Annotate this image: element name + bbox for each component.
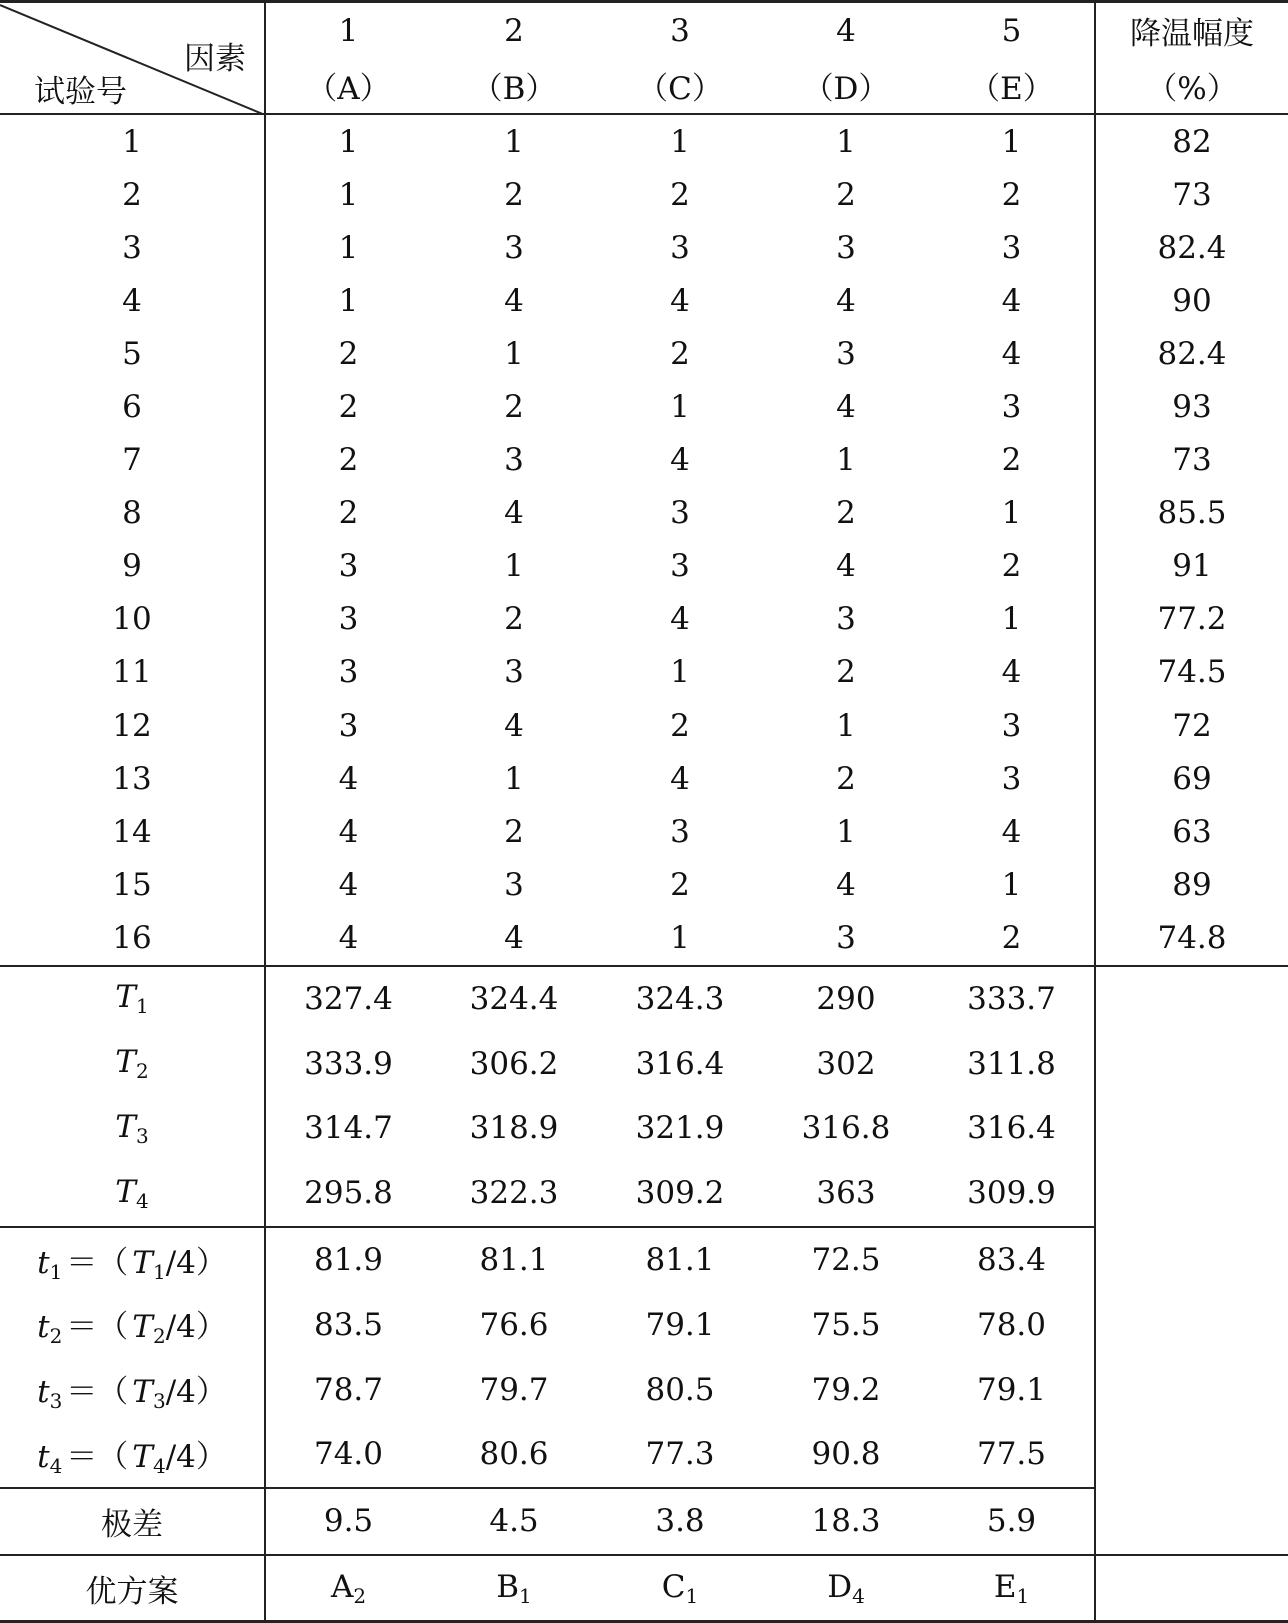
- table-row: [0, 540, 1288, 593]
- T-sum-cell: 309.2: [635, 1175, 725, 1212]
- result-cell: 63: [1095, 805, 1288, 858]
- level-cell: 3: [504, 229, 524, 266]
- trial-number-cell: 4: [122, 282, 142, 319]
- factor-col-letter: （B）: [431, 58, 597, 114]
- T-sum-cell: 363: [816, 1175, 876, 1212]
- T-sum-label: [0, 1096, 265, 1161]
- t-T-symbol: T: [132, 1244, 153, 1281]
- t-mean-row: [0, 1292, 1288, 1357]
- empty-result-cell: [1095, 1031, 1288, 1096]
- t-mean-cell: 78.7: [265, 1357, 431, 1422]
- level-cell: 1: [504, 548, 524, 585]
- t-mean-cell: 83.5: [265, 1292, 431, 1357]
- t-tail: /4）: [165, 1438, 227, 1475]
- optimal-level-cell: [763, 1555, 929, 1622]
- level-cell: 3: [265, 593, 431, 646]
- level-cell: 2: [504, 176, 524, 213]
- result-cell: 74.8: [1095, 911, 1288, 965]
- t-symbol: t: [37, 1438, 50, 1475]
- t-T-subscript: 1: [152, 1259, 166, 1284]
- optimal-level: 1: [685, 1583, 699, 1608]
- t-mean-cell: 90.8: [811, 1436, 881, 1473]
- T-sum-row: [0, 1031, 1288, 1096]
- level-cell: 4: [670, 442, 690, 479]
- optimal-factor: D: [827, 1568, 853, 1605]
- t-T-symbol: T: [132, 1438, 153, 1475]
- t-tail: /4）: [165, 1244, 227, 1281]
- level-cell: 3: [265, 540, 431, 593]
- level-cell: 3: [836, 601, 856, 638]
- level-cell: 4: [265, 805, 431, 858]
- empty-result-cell: [1095, 1227, 1288, 1293]
- optimal-factor: B: [496, 1568, 520, 1605]
- header-row: [0, 2, 1288, 59]
- t-mean-label: [0, 1422, 265, 1488]
- level-cell: 1: [265, 114, 431, 168]
- T-sum-cell: 322.3: [469, 1175, 559, 1212]
- T-sum-cell: 295.8: [265, 1161, 431, 1227]
- level-cell: 2: [670, 707, 690, 744]
- result-cell: 72: [1095, 699, 1288, 752]
- result-header-label: 降温幅度: [1095, 2, 1288, 59]
- result-cell: 91: [1095, 540, 1288, 593]
- optimal-level-cell: [431, 1555, 597, 1622]
- factor-col-letter: （D）: [763, 58, 929, 114]
- optimal-factor: E: [993, 1568, 1017, 1605]
- t-mean-cell: 81.1: [431, 1227, 597, 1293]
- level-cell: 4: [265, 911, 431, 965]
- level-cell: 1: [1001, 123, 1022, 160]
- optimal-level: 4: [852, 1583, 865, 1608]
- t-mean-row: [0, 1357, 1288, 1422]
- level-cell: 2: [1001, 919, 1022, 956]
- level-cell: 3: [670, 229, 690, 266]
- result-cell: 89: [1095, 858, 1288, 911]
- t-mean-row: [0, 1422, 1288, 1488]
- level-cell: 2: [265, 380, 431, 433]
- level-cell: 3: [265, 699, 431, 752]
- t-mean-cell: 77.3: [645, 1436, 715, 1473]
- factor-col-letter: （A）: [265, 58, 431, 114]
- level-cell: 3: [1001, 229, 1022, 266]
- T-sum-cell: 290: [763, 966, 929, 1032]
- T-symbol: T: [115, 1044, 136, 1081]
- level-cell: 4: [836, 282, 856, 319]
- factor-label: 因素: [184, 41, 246, 77]
- level-cell: 4: [504, 919, 524, 956]
- level-cell: 3: [265, 646, 431, 699]
- T-subscript: 4: [135, 1188, 149, 1213]
- factor-col-letter: （E）: [929, 58, 1095, 114]
- result-header-unit: （%）: [1095, 58, 1288, 114]
- level-cell: 4: [670, 601, 690, 638]
- range-cell: 3.8: [597, 1488, 763, 1555]
- level-cell: 4: [265, 858, 431, 911]
- level-cell: 1: [836, 123, 856, 160]
- level-cell: 4: [836, 866, 856, 903]
- level-cell: 3: [1001, 760, 1022, 797]
- T-sum-label: [0, 966, 265, 1032]
- T-symbol: T: [115, 1108, 136, 1145]
- t-subscript: 4: [49, 1453, 63, 1478]
- level-cell: 3: [1001, 389, 1022, 426]
- trial-number-cell: 11: [112, 654, 152, 691]
- T-rows: [0, 966, 1288, 1227]
- level-cell: 1: [836, 813, 856, 850]
- level-cell: 2: [265, 327, 431, 380]
- result-cell: 82: [1095, 114, 1288, 168]
- level-cell: 4: [504, 282, 524, 319]
- result-cell: 73: [1095, 434, 1288, 487]
- level-cell: 3: [504, 654, 524, 691]
- level-cell: 4: [1001, 282, 1022, 319]
- factor-col-num: 3: [597, 2, 763, 59]
- t-mean-cell: 79.2: [811, 1371, 881, 1408]
- T-symbol: T: [115, 1173, 136, 1210]
- T-sum-cell: 302: [816, 1045, 876, 1082]
- level-cell: 4: [1001, 654, 1022, 691]
- factor-col-num: 4: [763, 2, 929, 59]
- optimal-factor: A: [330, 1568, 354, 1605]
- range-cell: 5.9: [929, 1488, 1095, 1555]
- range-label: 极差: [0, 1488, 265, 1555]
- T-sum-cell: 324.4: [431, 966, 597, 1032]
- level-cell: 2: [504, 601, 524, 638]
- level-cell: 2: [1001, 442, 1022, 479]
- t-equals: ＝（: [66, 1374, 129, 1411]
- t-T-subscript: 3: [152, 1389, 166, 1414]
- range-row: [0, 1488, 1288, 1555]
- level-cell: 1: [670, 389, 690, 426]
- table-row: [0, 380, 1288, 433]
- level-cell: 1: [504, 123, 524, 160]
- level-cell: 4: [670, 760, 690, 797]
- optimal-row: [0, 1555, 1288, 1622]
- trial-number-cell: 2: [122, 176, 142, 213]
- t-T-symbol: T: [132, 1309, 153, 1346]
- t-subscript: 2: [49, 1324, 63, 1349]
- result-cell: 77.2: [1095, 593, 1288, 646]
- T-sum-label: [0, 1161, 265, 1227]
- empty-result-cell: [1095, 1422, 1288, 1488]
- T-sum-cell: 324.3: [597, 966, 763, 1032]
- trial-number-cell: 5: [122, 335, 142, 372]
- table-row: [0, 911, 1288, 965]
- table-row: [0, 221, 1288, 274]
- empty-result-cell: [1095, 1292, 1288, 1357]
- level-cell: 3: [504, 442, 524, 479]
- table-row: [0, 487, 1288, 540]
- level-cell: 2: [504, 389, 524, 426]
- optimal-label: 优方案: [0, 1555, 265, 1622]
- t-symbol: t: [37, 1374, 50, 1411]
- level-cell: 1: [265, 221, 431, 274]
- empty-result-cell: [1095, 1488, 1288, 1555]
- t-mean-cell: 74.0: [265, 1422, 431, 1488]
- t-subscript: 3: [49, 1389, 63, 1414]
- optimal-level-cell: [597, 1555, 763, 1622]
- result-cell: 90: [1095, 274, 1288, 327]
- level-cell: 2: [504, 813, 524, 850]
- level-cell: 4: [670, 282, 690, 319]
- T-subscript: 2: [135, 1059, 149, 1084]
- t-mean-cell: 78.0: [976, 1306, 1047, 1343]
- T-sum-cell: 306.2: [469, 1045, 559, 1082]
- level-cell: 1: [836, 707, 856, 744]
- level-cell: 3: [836, 335, 856, 372]
- level-cell: 1: [670, 123, 690, 160]
- T-sum-cell: 333.9: [265, 1031, 431, 1096]
- result-cell: 85.5: [1095, 487, 1288, 540]
- level-cell: 3: [670, 495, 690, 532]
- table-row: [0, 752, 1288, 805]
- trial-number-cell: 6: [122, 389, 142, 426]
- T-sum-cell: 327.4: [265, 966, 431, 1032]
- level-cell: 2: [836, 495, 856, 532]
- table-row: [0, 699, 1288, 752]
- level-cell: 4: [265, 752, 431, 805]
- t-mean-label: [0, 1292, 265, 1357]
- t-rows: [0, 1227, 1288, 1488]
- trial-number-cell: 10: [112, 601, 152, 638]
- table-row: [0, 274, 1288, 327]
- t-mean-cell: 80.5: [645, 1371, 715, 1408]
- level-cell: 2: [670, 176, 690, 213]
- level-cell: 2: [836, 760, 856, 797]
- table-row: [0, 805, 1288, 858]
- T-symbol: T: [115, 979, 136, 1016]
- T-sum-row: [0, 1096, 1288, 1161]
- data-rows: [0, 114, 1288, 966]
- range-cell: 18.3: [763, 1488, 929, 1555]
- level-cell: 3: [836, 919, 856, 956]
- level-cell: 3: [670, 548, 690, 585]
- t-tail: /4）: [165, 1309, 227, 1346]
- t-equals: ＝（: [66, 1244, 129, 1281]
- trial-number-cell: 7: [122, 442, 142, 479]
- level-cell: 1: [670, 654, 690, 691]
- t-subscript: 1: [49, 1259, 63, 1284]
- trial-number-cell: 13: [112, 760, 152, 797]
- level-cell: 4: [836, 548, 856, 585]
- t-mean-cell: 79.7: [479, 1371, 549, 1408]
- T-sum-cell: 333.7: [929, 966, 1095, 1032]
- t-T-subscript: 2: [152, 1324, 166, 1349]
- table-row: [0, 114, 1288, 168]
- T-sum-cell: 318.9: [469, 1110, 559, 1147]
- level-cell: 4: [504, 707, 524, 744]
- level-cell: 4: [1001, 813, 1022, 850]
- t-equals: ＝（: [66, 1438, 129, 1475]
- trial-number-cell: 8: [122, 495, 142, 532]
- level-cell: 1: [836, 442, 856, 479]
- optimal-level: 1: [1016, 1583, 1030, 1608]
- empty-result-cell: [1095, 1357, 1288, 1422]
- factor-col-letter: （C）: [597, 58, 763, 114]
- T-sum-label: [0, 1031, 265, 1096]
- result-cell: 82.4: [1095, 221, 1288, 274]
- t-mean-label: [0, 1227, 265, 1293]
- empty-result-cell: [1095, 966, 1288, 1032]
- trial-number-cell: 3: [122, 229, 142, 266]
- table-row: [0, 858, 1288, 911]
- t-mean-cell: 79.1: [976, 1371, 1047, 1408]
- T-sum-row: [0, 966, 1288, 1032]
- level-cell: 3: [504, 866, 524, 903]
- level-cell: 2: [265, 434, 431, 487]
- t-T-symbol: T: [132, 1374, 153, 1411]
- trial-number-cell: 15: [112, 866, 152, 903]
- t-mean-cell: 75.5: [811, 1306, 881, 1343]
- table-row: [0, 646, 1288, 699]
- table-row: [0, 593, 1288, 646]
- level-cell: 4: [504, 495, 524, 532]
- range-cell: 4.5: [431, 1488, 597, 1555]
- level-cell: 2: [670, 335, 690, 372]
- result-cell: 74.5: [1095, 646, 1288, 699]
- level-cell: 3: [1001, 707, 1022, 744]
- optimal-level: 2: [353, 1583, 367, 1608]
- empty-result-cell: [1095, 1096, 1288, 1161]
- T-sum-cell: 316.4: [967, 1110, 1056, 1147]
- level-cell: 1: [265, 274, 431, 327]
- trial-number-cell: 14: [112, 813, 152, 850]
- T-sum-cell: 321.9: [635, 1110, 725, 1147]
- trial-number-cell: 9: [122, 548, 142, 585]
- factor-col-num: 1: [265, 2, 431, 59]
- t-mean-cell: 76.6: [479, 1306, 549, 1343]
- T-sum-cell: 309.9: [967, 1175, 1056, 1212]
- result-cell: 93: [1095, 380, 1288, 433]
- optimal-factor: C: [661, 1568, 686, 1605]
- T-sum-cell: 314.7: [265, 1096, 431, 1161]
- table-row: [0, 327, 1288, 380]
- t-tail: /4）: [165, 1374, 227, 1411]
- t-mean-cell: 72.5: [763, 1227, 929, 1293]
- trial-number-cell: 12: [112, 707, 152, 744]
- level-cell: 2: [836, 176, 856, 213]
- level-cell: 3: [670, 813, 690, 850]
- trial-number-cell: 16: [112, 919, 152, 956]
- trial-number-cell: 1: [122, 123, 142, 160]
- level-cell: 1: [670, 919, 690, 956]
- summary-rows: [0, 1488, 1288, 1622]
- result-cell: 73: [1095, 168, 1288, 221]
- T-sum-cell: 316.8: [801, 1110, 891, 1147]
- t-mean-label: [0, 1357, 265, 1422]
- factor-col-num: 5: [929, 2, 1095, 59]
- t-T-subscript: 4: [152, 1453, 166, 1478]
- optimal-level-cell: [265, 1555, 431, 1622]
- t-symbol: t: [37, 1244, 50, 1281]
- level-cell: 2: [670, 866, 690, 903]
- T-sum-cell: 311.8: [967, 1045, 1056, 1082]
- t-symbol: t: [37, 1309, 50, 1346]
- level-cell: 4: [836, 389, 856, 426]
- optimal-level-cell: [929, 1555, 1095, 1622]
- t-mean-cell: 83.4: [929, 1227, 1095, 1293]
- level-cell: 1: [504, 760, 524, 797]
- level-cell: 3: [836, 229, 856, 266]
- level-cell: 1: [265, 168, 431, 221]
- T-subscript: 1: [135, 994, 149, 1019]
- optimal-level: 1: [519, 1583, 532, 1608]
- range-cell: 9.5: [265, 1488, 431, 1555]
- level-cell: 2: [836, 654, 856, 691]
- t-equals: ＝（: [66, 1309, 129, 1346]
- factor-col-num: 2: [431, 2, 597, 59]
- table-row: [0, 434, 1288, 487]
- T-sum-cell: 316.4: [635, 1045, 725, 1082]
- t-mean-cell: 80.6: [479, 1436, 549, 1473]
- level-cell: 1: [1001, 495, 1022, 532]
- diagonal-header-cell: [0, 2, 265, 115]
- empty-result-cell: [1095, 1161, 1288, 1227]
- empty-result-cell: [1095, 1555, 1288, 1622]
- level-cell: 4: [1001, 335, 1022, 372]
- t-mean-cell: 81.1: [597, 1227, 763, 1293]
- t-mean-cell: 81.9: [265, 1227, 431, 1293]
- level-cell: 1: [504, 335, 524, 372]
- level-cell: 2: [1001, 176, 1022, 213]
- t-mean-cell: 77.5: [976, 1436, 1047, 1473]
- result-cell: 82.4: [1095, 327, 1288, 380]
- level-cell: 2: [265, 487, 431, 540]
- level-cell: 2: [1001, 548, 1022, 585]
- level-cell: 1: [1001, 601, 1022, 638]
- level-cell: 1: [1001, 866, 1022, 903]
- T-sum-row: [0, 1161, 1288, 1227]
- result-cell: 69: [1095, 752, 1288, 805]
- t-mean-row: [0, 1227, 1288, 1293]
- T-subscript: 3: [135, 1123, 149, 1148]
- table-row: [0, 168, 1288, 221]
- t-mean-cell: 79.1: [645, 1306, 715, 1343]
- trial-number-label: 试验号: [34, 74, 127, 110]
